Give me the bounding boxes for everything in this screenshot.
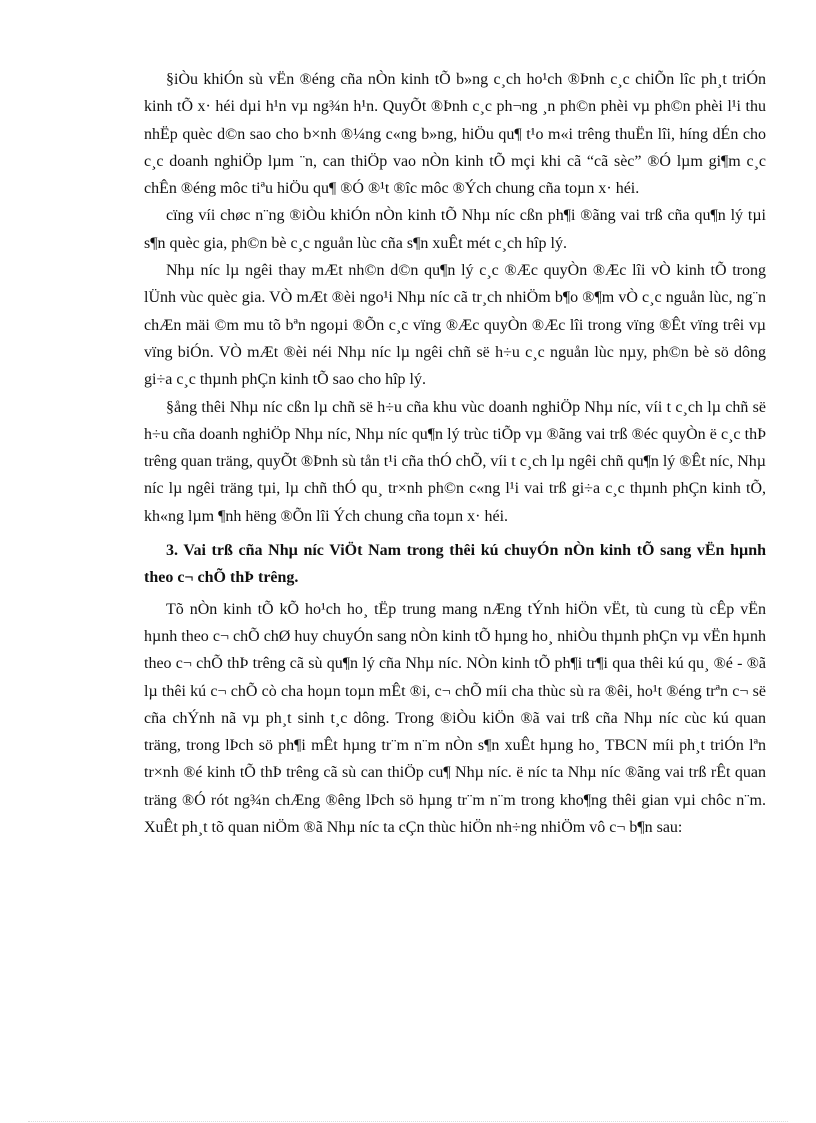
- section-heading: 3. Vai trß cña Nhµ níc ViÖt Nam trong thêi kú chuyÓn nÒn kinh tÕ sang vËn hµnh theo c¬ chÕ thÞ trêng.: [144, 542, 766, 587]
- document-page: [144, 66, 766, 841]
- paragraph-economic-control: §iÒu khiÓn sù vËn ®éng cña nÒn kinh tÕ b»ng c¸ch ho¹ch ®Þnh c¸c chiÕn lîc ph¸t triÓn kinh tÕ x· héi dµi h¹n vµ ng¾n h¹n. QuyÕt ®Þnh c¸c ph¬ng ¸n ph©n phèi vµ ph©n phèi l¹i thu nhËp quèc d©n sao cho b×nh ®¼ng c«ng b»ng, hiÖu qu¶ t¹o m«i trêng thuËn lîi, híng dÉn cho c¸c doanh nghiÖp lµm ¨n, can thiÖp vao nÒn kinh tÕ mçi khi cã “cã sèc” ®Ó lµm gi¶m c¸c chÊn ®éng môc tiªu hiÖu qu¶ ®Ó ®¹t ®îc môc ®Ých chung cña toµn x· héi.: [144, 71, 766, 198]
- paragraph-state-ownership: §ång thêi Nhµ níc cßn lµ chñ së h÷u cña khu vùc doanh nghiÖp Nhµ níc, víi t c¸ch lµ chñ së h÷u cña doanh nghiÖp Nhµ níc, Nhµ níc qu¶n lý trùc tiÕp vµ ®ãng vai trß ®éc quyÒn ë c¸c thÞ trêng quan träng, quyÕt ®Þnh sù tån t¹i cña thÓ chÕ, víi t c¸ch lµ ngêi chñ qu¶n lý ®Êt níc, Nhµ níc lµ ngêi träng tµi, lµ chñ thÓ qu¸ tr×nh ph©n c«ng l¹i vai trß gi÷a c¸c thµnh phÇn kinh tÕ, kh«ng lµm ¶nh hëng ®Õn lîi Ých chung cña toµn x· héi.: [144, 398, 766, 525]
- page-bottom-divider: [28, 1121, 788, 1122]
- paragraph-national-privileges: Nhµ níc lµ ngêi thay mÆt nh©n d©n qu¶n lý c¸c ®Æc quyÒn ®Æc lîi vÒ kinh tÕ trong lÜnh vùc quèc gia. VÒ mÆt ®èi ngo¹i Nhµ níc cã tr¸ch nhiÖm b¶o ®¶m vÒ c¸c nguån lùc, ng¨n chÆn mäi ©m mu tõ bªn ngoµi ®Õn c¸c vïng ®Æc quyÒn ®Æc lîi trong vïng ®Êt vïng trêi vµ vïng biÓn. VÒ mÆt ®èi néi Nhµ níc lµ ngêi chñ së h÷u c¸c nguån lùc nµy, ph©n bè sö dông gi÷a c¸c thµnh phÇn kinh tÕ sao cho hîp lý.: [144, 262, 766, 389]
- paragraph-transition: Tõ nÒn kinh tÕ kÕ ho¹ch ho¸ tËp trung mang nÆng tÝnh hiÖn vËt, tù cung tù cÊp vËn hµnh theo c¬ chÕ chØ huy chuyÓn sang nÒn kinh tÕ hµng ho¸ nhiÒu thµnh phÇn vµ vËn hµnh theo c¬ chÕ thÞ trêng cã sù qu¶n lý cña Nhµ níc. NÒn kinh tÕ ph¶i tr¶i qua thêi kú qu¸ ®é - ®ã lµ thêi kú c¬ chÕ cò cha hoµn toµn mÊt ®i, c¬ chÕ míi cha thùc sù ra ®êi, ho¹t ®éng trªn c¬ së cña chÝnh nã vµ ph¸t sinh t¸c dông. Trong ®iÒu kiÖn ®ã vai trß cña Nhµ níc cùc kú quan träng, trong lÞch sö ph¶i mÊt hµng tr¨m n¨m nÒn s¶n xuÊt hµng ho¸ TBCN míi ph¸t triÓn lªn tr×nh ®é kinh tÕ thÞ trêng cã sù can thiÖp cu¶ Nhµ níc. ë níc ta Nhµ níc ®ãng vai trß rÊt quan träng ®Ó rót ng¾n chÆng ®êng lÞch sö hµng tr¨m n¨m trong kho¶ng thêi gian vµi chôc n¨m. XuÊt ph¸t tõ quan niÖm ®ã Nhµ níc ta cÇn thùc hiÖn nh÷ng nhiÖm vô c¬ b¶n sau:: [144, 600, 766, 837]
- paragraph-asset-management: cïng víi chøc n¨ng ®iÒu khiÓn nÒn kinh tÕ Nhµ níc cßn ph¶i ®ãng vai trß cña qu¶n lý tµi s¶n quèc gia, ph©n bè c¸c nguån lùc cña s¶n xuÊt mét c¸ch hîp lý.: [144, 207, 766, 252]
